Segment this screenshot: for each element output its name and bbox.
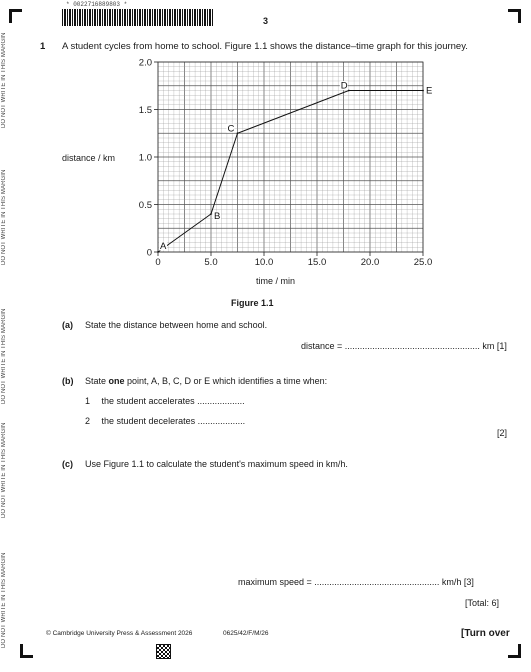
part-b-label: (b) (62, 376, 74, 386)
part-a-answer-line (301, 341, 507, 351)
part-b-text-after: point, A, B, C, D or E which identifies a time when: (124, 376, 328, 386)
part-c-marks: [3] (463, 577, 474, 587)
page-number: 3 (263, 16, 269, 26)
question-number: 1 (40, 41, 46, 52)
point-a-label: A (160, 241, 167, 252)
part-b-item (85, 416, 245, 426)
x-tick-label: 25.0 (413, 257, 433, 268)
point-e-marker (422, 90, 424, 92)
part-b-item-answer[interactable]: ................... (197, 396, 245, 406)
turn-over-label: [Turn over (461, 628, 510, 639)
part-a-text: State the distance between home and school. (85, 320, 268, 330)
x-tick-label: 0 (155, 257, 161, 268)
footer-code: 0625/42/F/M/26 (223, 630, 269, 637)
point-b-marker (210, 213, 212, 215)
part-b-text (85, 376, 327, 386)
part-c-text: Use Figure 1.1 to calculate the student's maximum speed in km/h. (85, 459, 348, 469)
y-tick-label: 1.0 (138, 152, 152, 164)
barcode-number: * 0022716889803 * (66, 1, 128, 8)
chart-xlabel: time / min (256, 276, 296, 286)
part-b-item-text: the student decelerates (101, 416, 196, 426)
question-total: [Total: 6] (465, 598, 500, 608)
margin-warning: DO NOT WRITE IN THIS MARGIN (1, 552, 7, 648)
part-b-text-before: State (85, 376, 109, 386)
y-tick-label: 0.5 (138, 200, 152, 211)
part-a-label: (a) (62, 320, 73, 330)
point-c-marker (237, 132, 239, 134)
part-c-answer-line (238, 577, 474, 587)
corner-mark-bottom-right (508, 644, 521, 658)
part-a-answer-dots[interactable]: ...................................................... (344, 341, 480, 351)
x-tick-label: 20.0 (360, 257, 380, 268)
x-tick-label: 15.0 (307, 257, 327, 268)
part-b-text-bold: one (108, 376, 125, 386)
point-d-marker (348, 90, 350, 92)
figure-caption: Figure 1.1 (231, 298, 274, 308)
qr-code (156, 644, 171, 659)
corner-mark-bottom-left (20, 644, 33, 658)
part-c-answer-prefix: maximum speed = (238, 577, 312, 587)
margin-warning: DO NOT WRITE IN THIS MARGIN (1, 422, 7, 518)
part-b-item-number: 1 (85, 396, 91, 406)
part-c-unit: km/h (441, 577, 462, 587)
margin-warning: DO NOT WRITE IN THIS MARGIN (1, 308, 7, 404)
point-b-label: B (214, 211, 221, 222)
part-a-marks: [1] (496, 341, 507, 351)
part-b-item (85, 396, 245, 406)
y-tick-label: 2.0 (138, 57, 152, 69)
point-d-label: D (340, 80, 348, 92)
y-tick-label: 1.5 (138, 105, 152, 116)
footer-copyright: © Cambridge University Press & Assessment 2026 (46, 630, 193, 637)
part-b-item-answer[interactable]: ................... (197, 416, 246, 426)
part-b-item-text: the student accelerates (101, 396, 195, 406)
x-tick-label: 5.0 (204, 257, 218, 268)
point-a-marker (157, 251, 159, 253)
barcode (62, 9, 214, 26)
part-c-label: (c) (62, 459, 73, 469)
point-c-label: C (227, 123, 235, 135)
margin-warning: DO NOT WRITE IN THIS MARGIN (1, 169, 7, 265)
part-a-unit: km (482, 341, 495, 351)
distance-time-chart (120, 56, 440, 288)
part-a-answer-prefix: distance = (301, 341, 343, 351)
part-b-marks: [2] (497, 428, 508, 438)
corner-mark-top-right (508, 9, 521, 23)
margin-warning: DO NOT WRITE IN THIS MARGIN (1, 32, 7, 128)
part-b-item-number: 2 (85, 416, 91, 426)
point-e-label: E (426, 85, 433, 97)
y-tick-label: 0 (146, 247, 152, 259)
x-tick-label: 10.0 (254, 257, 274, 268)
question-intro: A student cycles from home to school. Figure 1.1 shows the distance–time graph for this journey. (62, 41, 468, 52)
part-c-answer-dots[interactable]: .................................................. (314, 577, 440, 587)
chart-ylabel: distance / km (62, 153, 116, 163)
